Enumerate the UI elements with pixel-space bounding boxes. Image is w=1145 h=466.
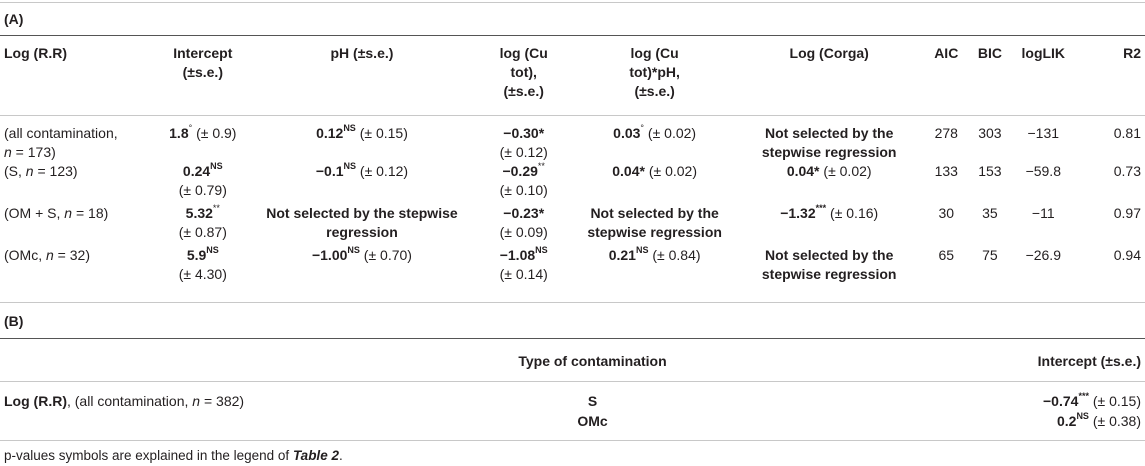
cell-loglik: −11 — [1031, 205, 1055, 221]
row-label: (S, n = 123) — [4, 163, 78, 179]
table-row — [0, 381, 1145, 431]
header-intercept: Intercept (±s.e.) — [173, 45, 233, 80]
cell-r2: 0.94 — [1113, 247, 1141, 263]
header-log-cu-ph: log (Cu tot)*pH, (±s.e.) — [629, 45, 680, 99]
cell-ph: $-1.00^{NS}$ (± 0.70) — [311, 245, 412, 263]
footnote: p-values symbols are explained in the legend of Table 2. — [4, 448, 343, 463]
cell-intercept: 5.32** (± 0.87) — [178, 203, 227, 240]
header-log-rr: Log (R.R) — [4, 45, 67, 61]
header-blank — [0, 339, 340, 381]
header-rule-a — [0, 115, 1145, 116]
header-ph: pH (±s.e.) — [330, 45, 394, 61]
cell-r2: 0.97 — [1113, 205, 1141, 221]
table-b — [0, 339, 1145, 431]
cell-cu: −0.30* (± 0.12) — [499, 125, 548, 160]
header-loglik: logLIK — [1021, 45, 1066, 61]
cell-intercept: $5.9^{NS}$ (± 4.30) — [178, 245, 227, 282]
cell-r2: 0.81 — [1113, 125, 1141, 141]
cell-bic: 303 — [978, 125, 1002, 141]
row-label: (OMc, n = 32) — [4, 247, 90, 263]
cell-intercept: $0.24^{NS}$ (± 0.79) — [178, 161, 227, 198]
cell-aic: 133 — [934, 163, 958, 179]
header-rule-b — [0, 381, 1145, 382]
cell-corga: −1.32*** (± 0.16) — [780, 203, 879, 221]
cell-cu: −0.23* (± 0.09) — [499, 205, 548, 240]
header-log-corga: Log (Corga) — [789, 45, 869, 61]
row-label: (OM + S, n = 18) — [4, 205, 109, 221]
row-label: (all contamination, n = 173) — [4, 125, 118, 160]
header-aic: AIC — [934, 45, 959, 61]
cell-aic: 30 — [938, 205, 955, 221]
cell-loglik: −26.9 — [1025, 247, 1061, 263]
cell-intercept-list: −0.74*** (± 0.15) $0.2^{NS}$ (± 0.38) — [1043, 391, 1141, 429]
cell-ph: $0.12^{NS}$ (± 0.15) — [316, 123, 408, 141]
header-intercept-b: Intercept (±s.e.) — [1037, 353, 1141, 369]
table-a-bottom-rule — [0, 302, 1145, 303]
cell-corga: Not selected by the stepwise regression — [761, 125, 897, 160]
cell-cu-ph: 0.04* (± 0.02) — [612, 163, 697, 179]
cell-ph: Not selected by the stepwise regression — [266, 205, 458, 240]
cell-corga: Not selected by the stepwise regression — [761, 247, 897, 282]
cell-corga: 0.04* (± 0.02) — [786, 163, 872, 179]
cell-cu-ph: 0.03° (± 0.02) — [613, 123, 697, 141]
table-row — [0, 115, 1145, 162]
type-omc: OMc — [577, 413, 608, 429]
table-row — [0, 162, 1145, 204]
cell-loglik: −59.8 — [1025, 163, 1061, 179]
cell-cu-ph: Not selected by the stepwise regression — [587, 205, 722, 240]
table-b-bottom-rule — [0, 440, 1145, 441]
cell-bic: 153 — [978, 163, 1002, 179]
header-log-cu: log (Cu tot), (±s.e.) — [499, 45, 548, 99]
header-r2: R2 — [1123, 45, 1141, 61]
cell-cu: −0.29** (± 0.10) — [499, 161, 548, 198]
header-bic: BIC — [977, 45, 1002, 61]
cell-bic: 75 — [982, 247, 998, 263]
cell-aic: 65 — [938, 247, 955, 263]
section-a-label: (A) — [4, 11, 24, 27]
table-row — [0, 246, 1145, 288]
cell-intercept: 1.8° (± 0.9) — [169, 123, 237, 141]
cell-type-list — [340, 381, 845, 431]
table-a-header-row — [0, 36, 1145, 115]
row-label: Log (R.R), (all contamination, n = 382) — [4, 393, 245, 409]
table-row — [0, 204, 1145, 246]
section-b-label: (B) — [4, 313, 24, 329]
type-s: S — [587, 393, 598, 409]
cell-bic: 35 — [982, 205, 998, 221]
top-rule — [0, 2, 1145, 3]
cell-loglik: −131 — [1027, 125, 1060, 141]
cell-ph: $-0.1^{NS}$ (± 0.12) — [315, 161, 409, 179]
header-type-of-contamination: Type of contamination — [518, 353, 667, 369]
table-a — [0, 36, 1145, 288]
cell-cu-ph: $0.21^{NS}$ (± 0.84) — [608, 245, 701, 263]
cell-aic: 278 — [934, 125, 958, 141]
cell-r2: 0.73 — [1113, 163, 1141, 179]
table-b-header-row — [0, 339, 1145, 381]
cell-cu: $-1.08^{NS}$ (± 0.14) — [499, 245, 548, 282]
